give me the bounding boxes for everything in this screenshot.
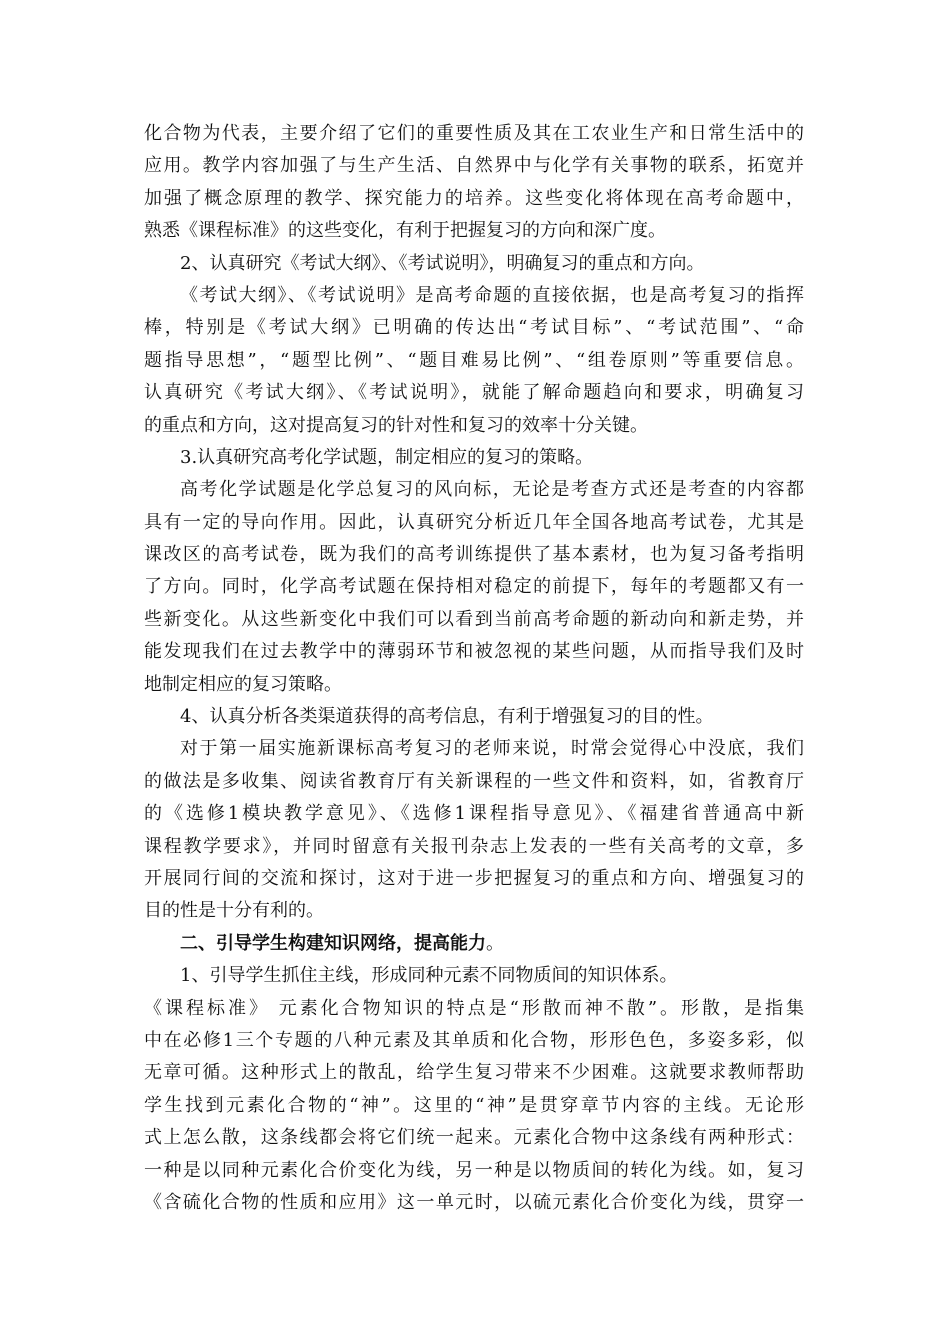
paragraph-line: 加强了概念原理的教学、探究能力的培养。这些变化将体现在高考命题中， [144,187,804,209]
paragraph-line: 认真研究《考试大纲》、《考试说明》，就能了解命题趋向和要求，明确复习 [144,382,804,404]
paragraph-line: 式上怎么散，这条线都会将它们统一起来。元素化合物中这条线有两种形式： [144,1127,804,1149]
paragraph-line: 对于第一届实施新课标高考复习的老师来说，时常会觉得心中没底，我们 [180,738,804,760]
paragraph-line: 的重点和方向，这对提高复习的针对性和复习的效率十分关键。 [144,414,648,436]
paragraph-line: 棒，特别是《考试大纲》已明确的传达出“考试目标”、“考试范围”、“命 [144,317,804,339]
paragraph-line: 学生找到元素化合物的“神”。这里的“神”是贯穿章节内容的主线。无论形 [144,1094,804,1116]
paragraph-line: 的《选修1模块教学意见》、《选修1课程指导意见》、《福建省普通高中新 [144,803,804,825]
chapter-heading-text: 二、引导学生构建知识网络，提高能力 [180,932,486,954]
paragraph-line: 《考试大纲》、《考试说明》是高考命题的直接依据，也是高考复习的指挥 [180,284,804,306]
paragraph-line: 熟悉《课程标准》的这些变化，有利于把握复习的方向和深广度。 [144,220,666,242]
paragraph-line: 课改区的高考试卷，既为我们的高考训练提供了基本素材，也为复习备考指明 [144,544,804,566]
paragraph-line: 具有一定的导向作用。因此，认真研究分析近几年全国各地高考试卷，尤其是 [144,511,804,533]
paragraph-line: 地制定相应的复习策略。 [144,673,342,695]
chapter-heading [144,928,804,960]
paragraph-line: 《含硫化合物的性质和应用》这一单元时，以硫元素化合价变化为线，贯穿一 [144,1191,804,1213]
section-heading: 2、认真研究《考试大纲》、《考试说明》，明确复习的重点和方向。 [180,252,705,274]
section-heading: 1、引导学生抓住主线，形成同种元素不同物质间的知识体系。 [180,965,678,987]
paragraph-line: 课程教学要求》，并同时留意有关报刊杂志上发表的一些有关高考的文章，多 [144,835,804,857]
section-heading: 3.认真研究高考化学试题，制定相应的复习的策略。 [180,446,594,468]
paragraph-line: 题指导思想”，“题型比例”、“题目难易比例”、“组卷原则”等重要信息。 [144,349,804,371]
paragraph-line: 高考化学试题是化学总复习的风向标，无论是考查方式还是考查的内容都 [180,479,804,501]
paragraph-line: 化合物为代表，主要介绍了它们的重要性质及其在工农业生产和日常生活中的 [144,123,804,144]
section-heading: 4、认真分析各类渠道获得的高考信息，有利于增强复习的目的性。 [180,706,714,728]
chapter-heading-punct: 。 [486,932,504,954]
paragraph-line: 应用。教学内容加强了与生产生活、自然界中与化学有关事物的联系，拓宽并 [144,155,804,177]
paragraph-line: 一种是以同种元素化合价变化为线，另一种是以物质间的转化为线。如，复习 [144,1159,804,1181]
paragraph-line: 《课程标准》 元素化合物知识的特点是“形散而神不散”。形散，是指集 [144,997,804,1019]
paragraph-line: 能发现我们在过去教学中的薄弱环节和被忽视的某些问题，从而指导我们及时 [144,641,804,663]
paragraph-line: 无章可循。这种形式上的散乱，给学生复习带来不少困难。这就要求教师帮助 [144,1062,804,1084]
paragraph-line: 目的性是十分有利的。 [144,900,324,922]
paragraph-line: 些新变化。从这些新变化中我们可以看到当前高考命题的新动向和新走势，并 [144,608,804,630]
paragraph-line: 中在必修1三个专题的八种元素及其单质和化合物，形形色色，多姿多彩，似 [144,1029,804,1051]
document-page [144,118,804,1219]
paragraph-line: 的做法是多收集、阅读省教育厅有关新课程的一些文件和资料，如，省教育厅 [144,770,804,792]
paragraph-line: 开展同行间的交流和探讨，这对于进一步把握复习的重点和方向、增强复习的 [144,867,804,889]
paragraph-line: 了方向。同时，化学高考试题在保持相对稳定的前提下，每年的考题都又有一 [144,576,804,598]
